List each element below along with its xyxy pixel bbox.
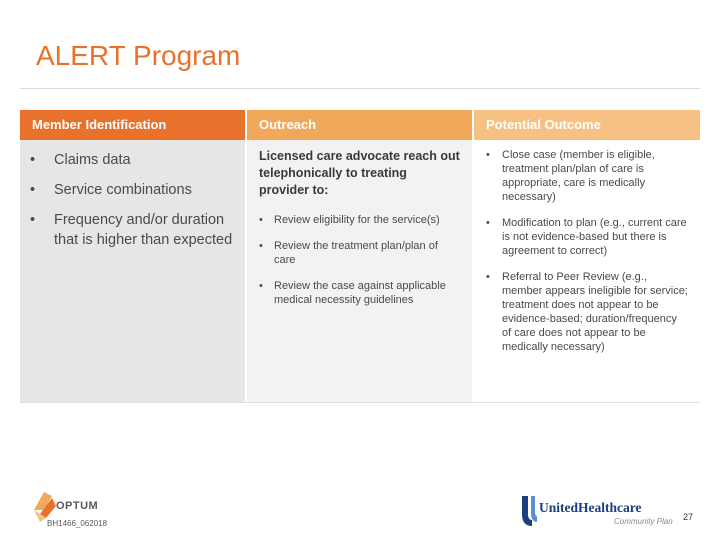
page-title: ALERT Program <box>36 40 241 71</box>
uhc-logo-subtitle: Community Plan <box>614 517 673 526</box>
column-header: Member Identification <box>20 110 245 140</box>
column-header: Potential Outcome <box>474 110 700 140</box>
uhc-logo-text: UnitedHealthcare <box>539 500 642 515</box>
list-item: • Referral to Peer Review (e.g., member appears ineligible for service; treatment does not appear to be evidence-based; duration/frequency of care does not appear to be medically necessary) <box>486 271 688 353</box>
page-number: 27 <box>683 512 694 522</box>
column-header: Outreach <box>247 110 472 140</box>
footer-divider <box>20 402 700 403</box>
column-potential-outcome <box>474 110 700 402</box>
bullet: • <box>259 280 263 292</box>
optum-logo-text: OPTUM <box>56 500 99 512</box>
bullet: • <box>486 217 490 229</box>
potential-outcome-list <box>474 140 700 354</box>
bullet: • <box>30 152 36 168</box>
list-item: • Close case (member is eligible, treatment plan/plan of care is appropriate, care is medically necessary) <box>486 149 655 203</box>
list-item: • Service combinations <box>30 182 192 198</box>
outreach-list <box>247 199 472 307</box>
list-item: • Review eligibility for the service(s) <box>259 214 440 226</box>
list-item: • Modification to plan (e.g., current care is not evidence-based but there is agreement to correct) <box>486 217 687 257</box>
list-item: • Review the treatment plan/plan of care <box>259 240 438 266</box>
list-item: • Frequency and/or duration that is higher than expected <box>30 212 233 248</box>
member-identification-list <box>20 140 245 250</box>
bullet: • <box>486 271 490 283</box>
bullet: • <box>30 212 36 228</box>
list-item: • Review the case against applicable medical necessity guidelines <box>259 280 446 306</box>
column-member-identification <box>20 110 245 402</box>
outreach-lead-text: Licensed care advocate reach out telephonically to treating provider to: <box>259 149 460 197</box>
document-id: BH1466_062018 <box>47 519 108 528</box>
list-item: • Claims data <box>30 152 131 168</box>
title-divider <box>20 88 700 89</box>
column-outreach <box>247 110 472 402</box>
bullet: • <box>486 149 490 161</box>
bullet: • <box>30 182 36 198</box>
bullet: • <box>259 240 263 252</box>
bullet: • <box>259 214 263 226</box>
program-table <box>20 110 700 402</box>
